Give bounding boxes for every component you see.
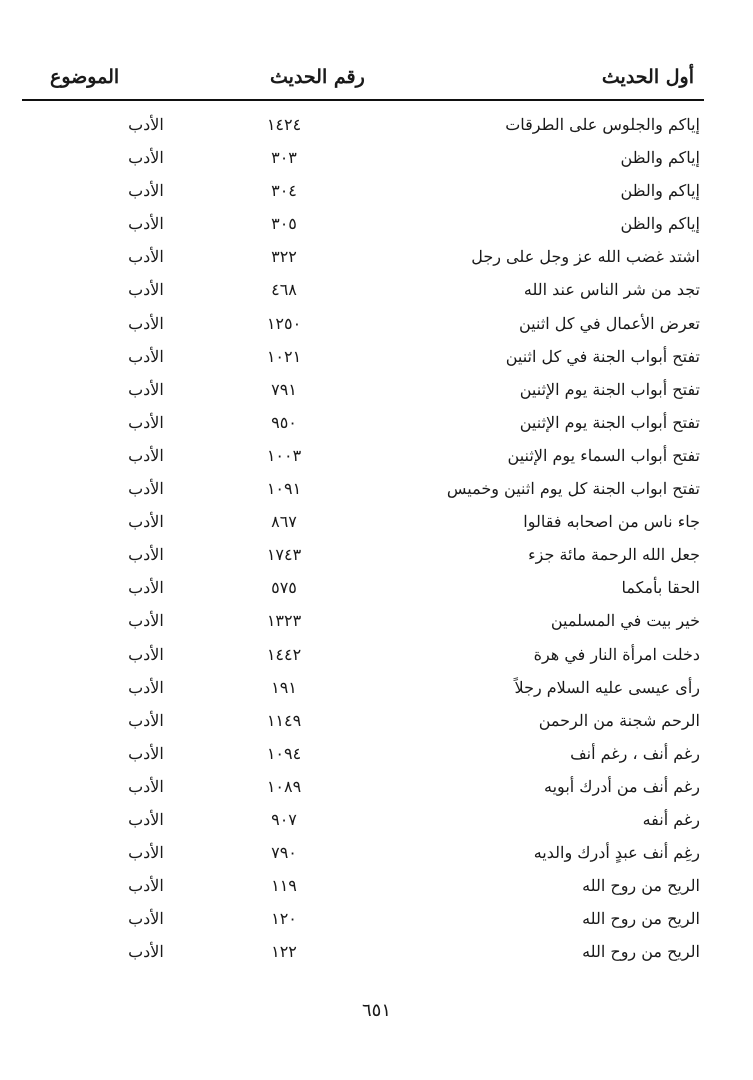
header-hadith-number: رقم الحديث	[270, 66, 365, 88]
hadith-topic: الأدب	[128, 479, 164, 499]
hadith-first-words: رأى عيسى عليه السلام رجلاً	[514, 677, 700, 697]
hadith-number: ١٤٢٤	[266, 115, 302, 134]
table-row	[22, 869, 704, 902]
header-topic: الموضوع	[50, 66, 120, 88]
table-row	[22, 604, 704, 637]
table-row	[22, 439, 704, 472]
table-row	[22, 108, 704, 141]
hadith-number: ١١٤٩	[266, 710, 302, 730]
hadith-topic: الأدب	[128, 611, 164, 631]
hadith-first-words: الحقا بأمكما	[621, 578, 700, 598]
hadith-first-words: تفتح أبواب الجنة في كل اثنين	[505, 346, 700, 366]
table-row	[22, 174, 704, 207]
hadith-number: ٨٦٧	[271, 512, 297, 532]
table-row	[22, 307, 704, 340]
table-row	[22, 406, 704, 439]
table-row	[22, 373, 704, 406]
hadith-topic: الأدب	[128, 876, 164, 896]
hadith-topic: الأدب	[128, 313, 164, 333]
table-row	[22, 240, 704, 273]
hadith-first-words: الرحم شجنة من الرحمن	[538, 710, 700, 730]
hadith-number: ٩٠٧	[271, 809, 297, 829]
table-row	[22, 472, 704, 505]
header-rule	[22, 99, 704, 101]
hadith-topic: الأدب	[128, 942, 164, 962]
table-row	[22, 803, 704, 836]
hadith-number: ١٠٠٣	[266, 445, 302, 465]
hadith-first-words: تفتح أبواب الجنة يوم الإثنين	[519, 379, 700, 399]
hadith-number: ٥٧٥	[271, 578, 297, 598]
hadith-first-words: الريح من روح الله	[582, 942, 700, 962]
hadith-topic: الأدب	[128, 578, 164, 598]
hadith-topic: الأدب	[128, 512, 164, 532]
hadith-number: ١٠٩٤	[266, 743, 302, 763]
table-row	[22, 704, 704, 737]
hadith-first-words: الريح من روح الله	[582, 876, 700, 896]
hadith-number: ١٩١	[271, 677, 297, 697]
hadith-number: ٧٩٠	[271, 843, 297, 863]
hadith-topic: الأدب	[128, 677, 164, 697]
hadith-topic: الأدب	[128, 545, 164, 565]
hadith-number: ١٠٢١	[266, 346, 302, 366]
hadith-first-words: الريح من روح الله	[582, 909, 700, 929]
hadith-number: ١٠٩١	[266, 479, 302, 499]
hadith-number: ١٢٢	[271, 942, 297, 962]
hadith-topic: الأدب	[128, 776, 164, 796]
page-number: ٦٥١	[361, 1000, 391, 1021]
hadith-first-words: إياكم والظن	[620, 181, 700, 201]
hadith-first-words: جاء ناس من اصحابه فقالوا	[523, 512, 700, 532]
hadith-first-words: تجد من شر الناس عند الله	[523, 280, 700, 300]
table-row	[22, 207, 704, 240]
table-row	[22, 571, 704, 604]
table-row	[22, 538, 704, 571]
hadith-topic: الأدب	[128, 247, 164, 267]
hadith-first-words: تفتح أبواب السماء يوم الإثنين	[507, 445, 700, 465]
hadith-topic: الأدب	[128, 379, 164, 399]
table-body	[22, 108, 704, 968]
hadith-first-words: تفتح ابواب الجنة كل يوم اثنين وخميس	[446, 479, 700, 499]
hadith-first-words: إياكم والجلوس على الطرقات	[505, 115, 700, 134]
table-row	[22, 141, 704, 174]
hadith-number: ٧٩١	[271, 379, 297, 399]
table-row	[22, 505, 704, 538]
hadith-topic: الأدب	[128, 280, 164, 300]
hadith-number: ١٣٢٣	[266, 611, 302, 631]
hadith-number: ١٧٤٣	[266, 545, 302, 565]
hadith-topic: الأدب	[128, 909, 164, 929]
hadith-number: ١٠٨٩	[266, 776, 302, 796]
hadith-first-words: رغم أنف من أدرك أبويه	[544, 776, 700, 796]
hadith-first-words: رغِم أنف عبدٍ أدرك والديه	[533, 843, 700, 863]
table-row	[22, 770, 704, 803]
hadith-first-words: رغم أنف ، رغم أنف	[570, 743, 700, 763]
hadith-first-words: اشتد غضب الله عز وجل على رجل	[471, 247, 700, 267]
table-row	[22, 671, 704, 704]
hadith-first-words: إياكم والظن	[620, 148, 700, 168]
hadith-topic: الأدب	[128, 843, 164, 863]
hadith-first-words: رغم أنفه	[642, 809, 700, 829]
hadith-number: ١٢٠	[271, 909, 297, 929]
hadith-first-words: تفتح أبواب الجنة يوم الإثنين	[519, 412, 700, 432]
hadith-topic: الأدب	[128, 445, 164, 465]
hadith-number: ٣٠٣	[271, 148, 297, 168]
hadith-number: ١٤٤٢	[266, 644, 302, 664]
hadith-number: ١٢٥٠	[266, 313, 302, 333]
hadith-first-words: تعرض الأعمال في كل اثنين	[518, 313, 700, 333]
hadith-number: ٣٢٢	[271, 247, 297, 267]
table-row	[22, 340, 704, 373]
hadith-number: ٤٦٨	[271, 280, 297, 300]
hadith-number: ٩٥٠	[271, 412, 297, 432]
hadith-topic: الأدب	[128, 148, 164, 168]
header-first-words: أول الحديث	[601, 66, 694, 88]
hadith-topic: الأدب	[128, 710, 164, 730]
hadith-topic: الأدب	[128, 181, 164, 201]
hadith-first-words: إياكم والظن	[620, 214, 700, 234]
hadith-first-words: دخلت امرأة النار في هرة	[533, 644, 700, 664]
table-row	[22, 902, 704, 935]
table-row	[22, 737, 704, 770]
table-row	[22, 638, 704, 671]
hadith-topic: الأدب	[128, 214, 164, 234]
table-header	[22, 62, 702, 98]
hadith-topic: الأدب	[128, 346, 164, 366]
hadith-topic: الأدب	[128, 644, 164, 664]
hadith-topic: الأدب	[128, 809, 164, 829]
hadith-topic: الأدب	[128, 743, 164, 763]
hadith-number: ١١٩	[271, 876, 297, 896]
hadith-number: ٣٠٥	[271, 214, 297, 234]
table-row	[22, 273, 704, 306]
table-row	[22, 935, 704, 968]
hadith-first-words: خير بيت في المسلمين	[550, 611, 700, 631]
hadith-topic: الأدب	[128, 412, 164, 432]
hadith-topic: الأدب	[128, 115, 164, 134]
hadith-first-words: جعل الله الرحمة مائة جزء	[528, 545, 700, 565]
hadith-number: ٣٠٤	[271, 181, 297, 201]
table-row	[22, 836, 704, 869]
